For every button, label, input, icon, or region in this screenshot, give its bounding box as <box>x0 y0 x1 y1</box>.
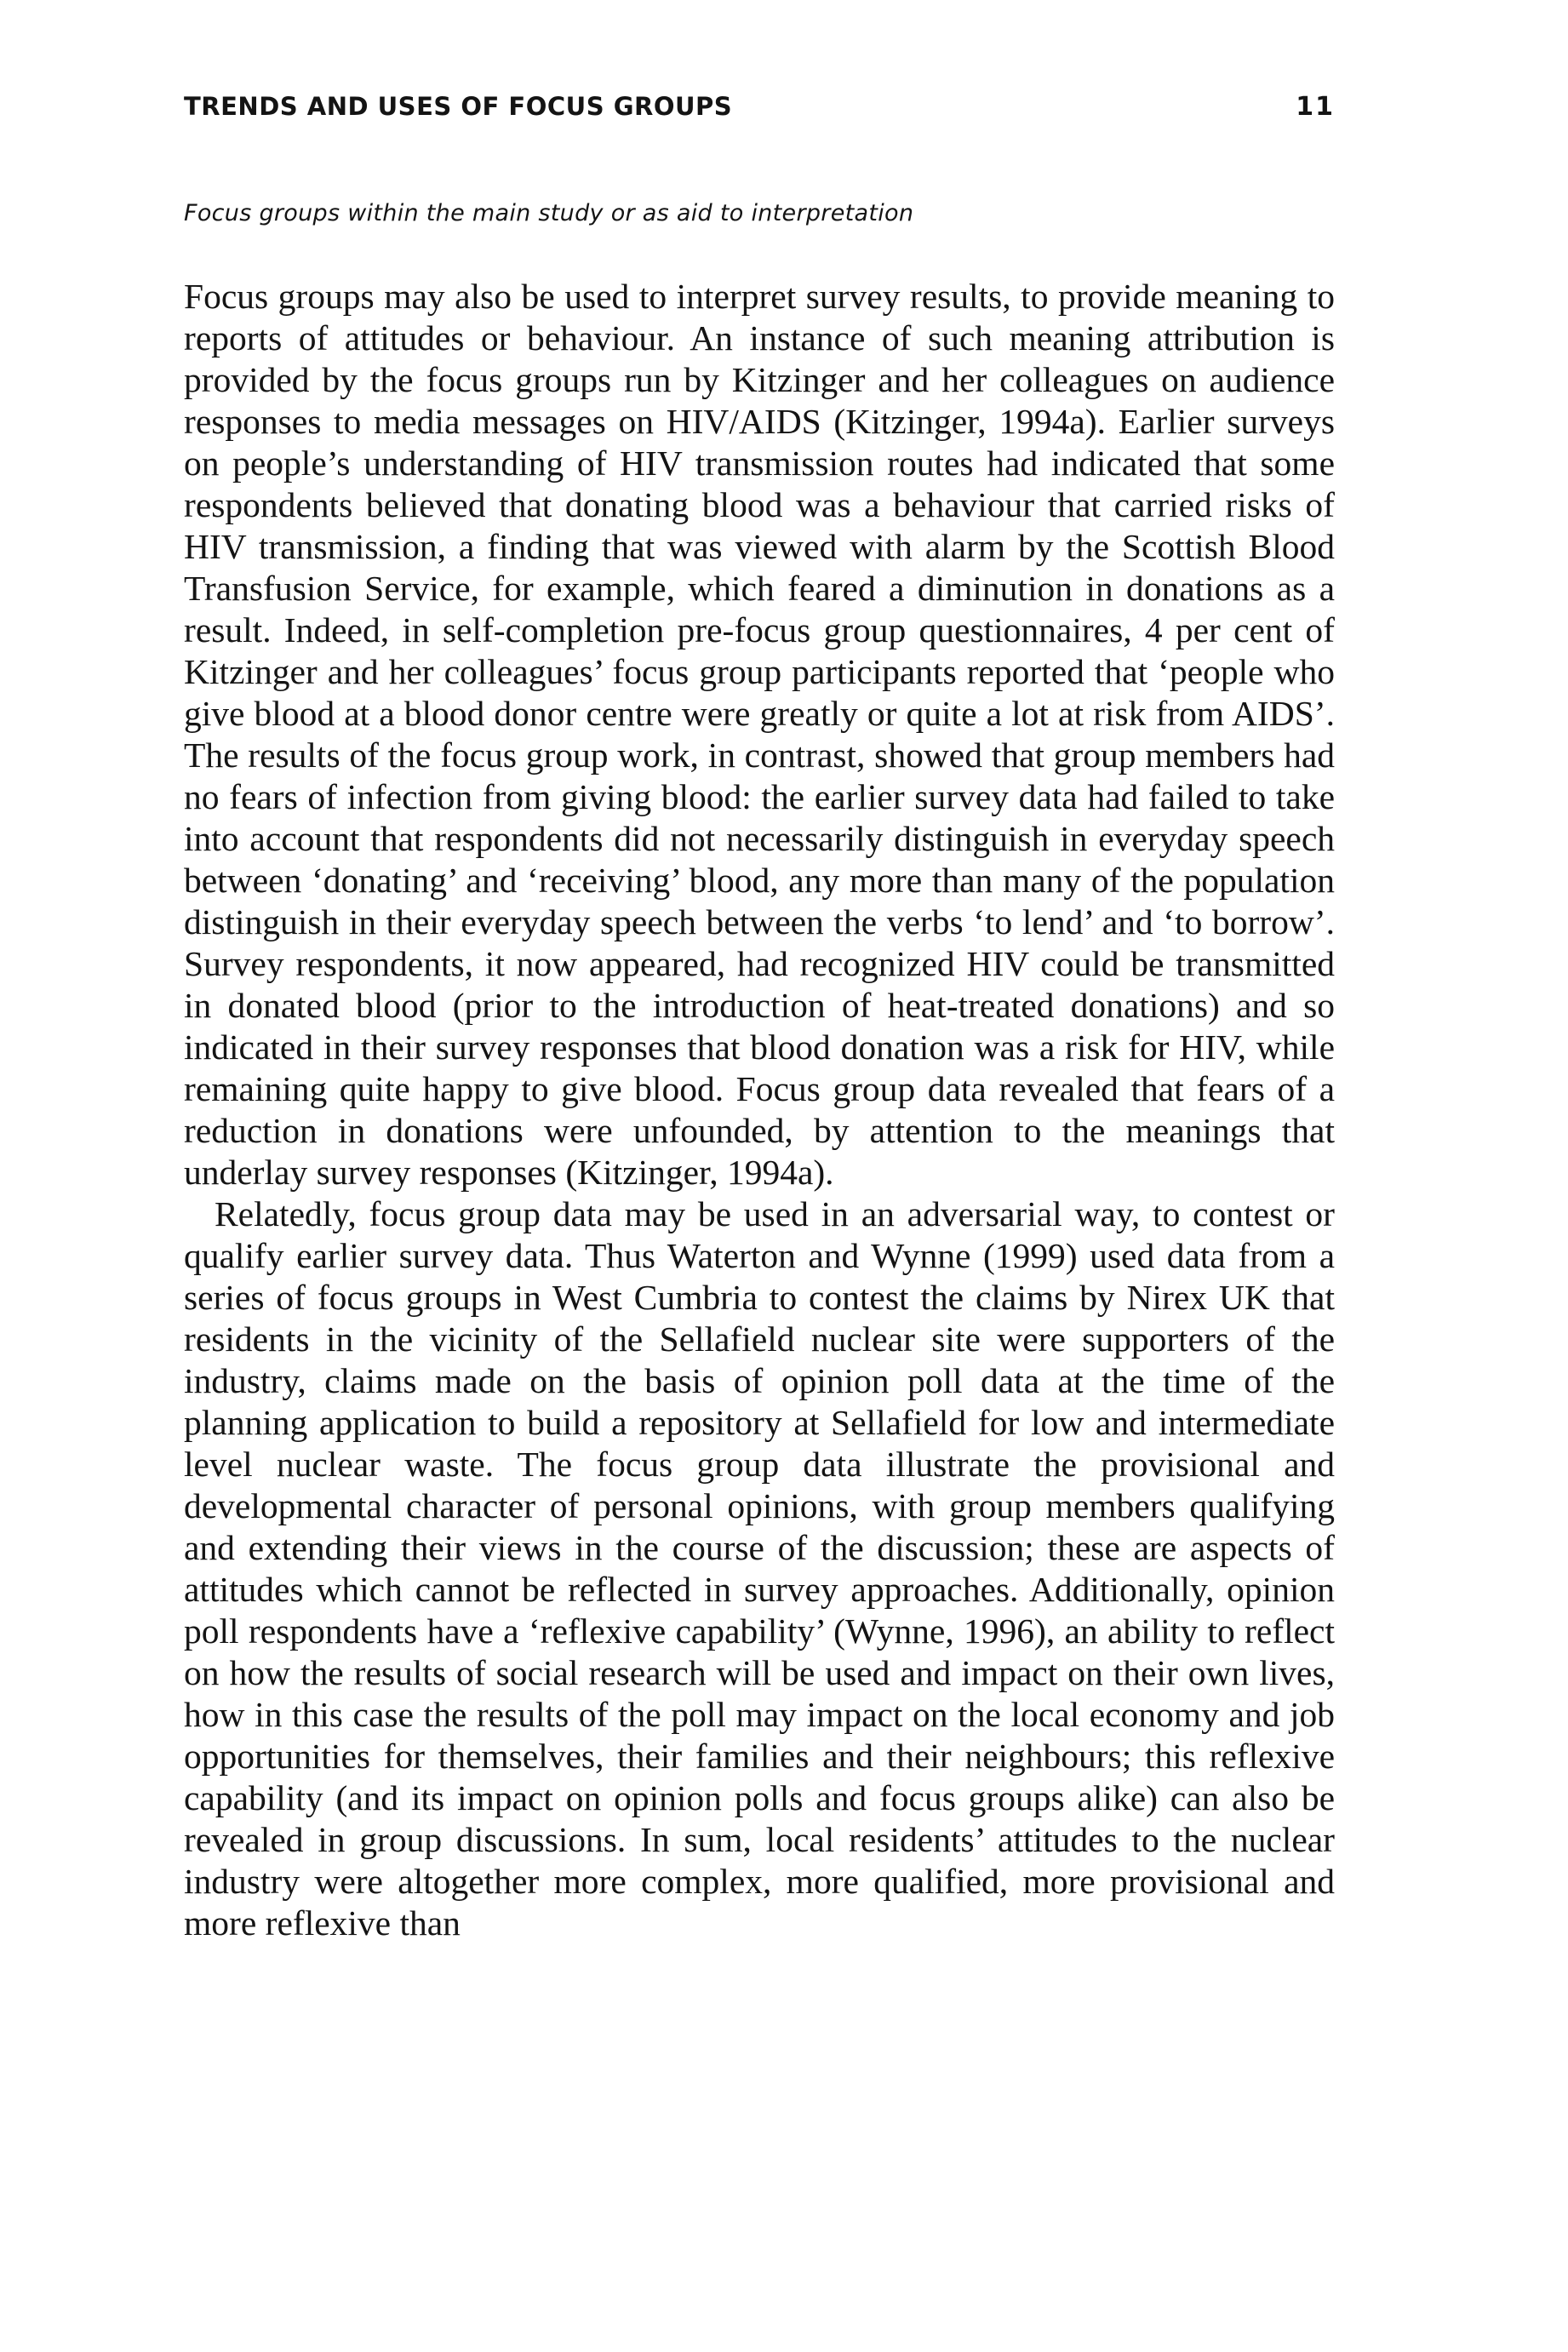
section-heading: Focus groups within the main study or as aid to interpretation <box>184 200 914 226</box>
running-title: TRENDS AND USES OF FOCUS GROUPS <box>184 92 733 121</box>
body-paragraph-1: Focus groups may also be used to interpret survey results, to provide meaning to reports of attitudes or behaviour. An instance of such meaning attribution is provided by the focus groups run by Kitzinger and her colleagues on audience responses to media messages on HIV/AIDS (Kitzinger, 1994a). Earlier surveys on people’s understanding of HIV transmission routes had indicated that some respondents believed that donating blood was a behaviour that carried risks of HIV transmission, a finding that was viewed with alarm by the Scottish Blood Transfusion Service, for example, which feared a diminution in donations as a result. Indeed, in self-completion pre-focus group questionnaires, 4 per cent of Kitzinger and her colleagues’ focus group participants reported that ‘people who give blood at a blood donor centre were greatly or quite a lot at risk from AIDS’. The results of the focus group work, in contrast, showed that group members had no fears of infection from giving blood: the earlier survey data had failed to take into account that respondents did not necessarily distinguish in everyday speech between ‘donating’ and ‘receiving’ blood, any more than many of the population distinguish in their everyday speech between the verbs ‘to lend’ and ‘to borrow’. Survey respondents, it now appeared, had recognized HIV could be transmitted in donated blood (prior to the introduction of heat-treated donations) and so indicated in their survey responses that blood donation was a risk for HIV, while remaining quite happy to give blood. Focus group data revealed that fears of a reduction in donations were unfounded, by attention to the meanings that underlay survey responses (Kitzinger, 1994a). <box>184 277 1335 1192</box>
page-number: 11 <box>1296 92 1335 122</box>
book-page <box>184 92 1335 1944</box>
running-head <box>184 92 1335 122</box>
body-paragraph-2: Relatedly, focus group data may be used in an adversarial way, to contest or qualify earlier survey data. Thus Waterton and Wynne (1999) used data from a series of focus groups in West Cumbria to contest the claims by Nirex UK that residents in the vicinity of the Sellafield nuclear site were supporters of the industry, claims made on the basis of opinion poll data at the time of the planning application to build a repository at Sellafield for low and intermediate level nuclear waste. The focus group data illustrate the provisional and developmental character of personal opinions, with group members qualifying and extending their views in the course of the discussion; these are aspects of attitudes which cannot be reflected in survey approaches. Additionally, opinion poll respondents have a ‘reflexive capability’ (Wynne, 1996), an ability to reflect on how the results of social research will be used and impact on their own lives, how in this case the results of the poll may impact on the local economy and job opportunities for themselves, their families and their neighbours; this reflexive capability (and its impact on opinion polls and focus groups alike) can also be revealed in group discussions. In sum, local residents’ attitudes to the nuclear industry were altogether more complex, more qualified, more provisional and more reflexive than <box>184 1194 1335 1943</box>
